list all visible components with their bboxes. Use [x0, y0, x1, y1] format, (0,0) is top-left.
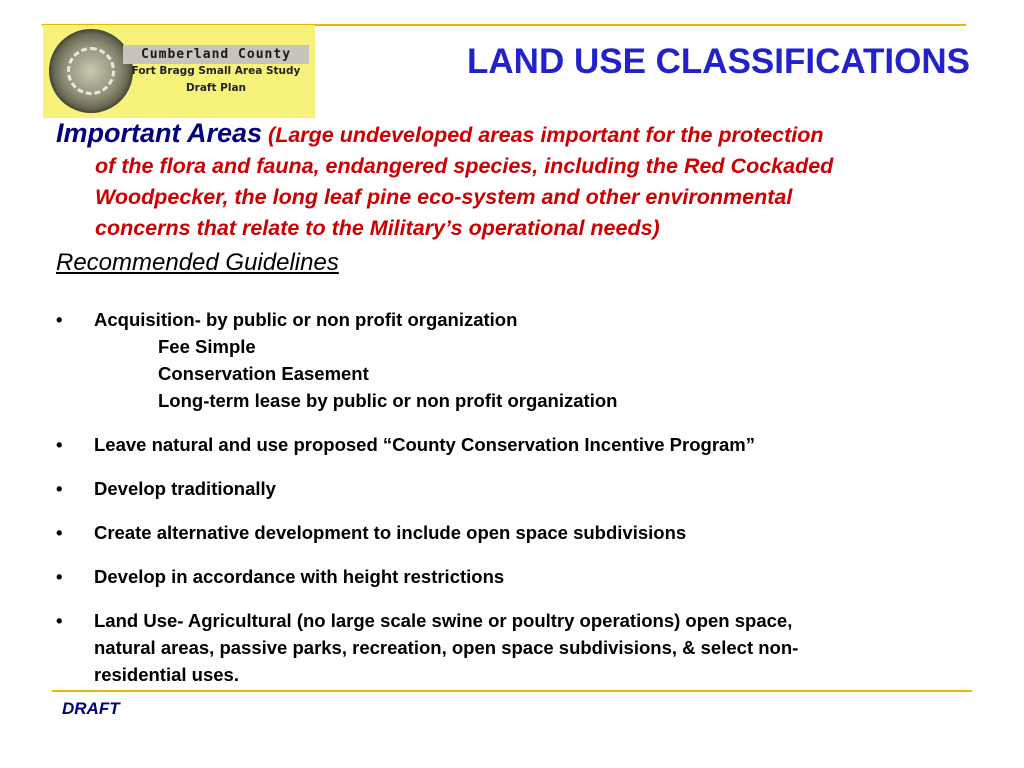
bullet-icon: •	[56, 309, 63, 330]
draft-footer: DRAFT	[62, 699, 120, 718]
cumberland-county-logo	[43, 25, 315, 118]
intro-text-line-4: concerns that relate to the Military’s operational needs)	[95, 216, 660, 240]
bullet-icon: •	[56, 522, 63, 543]
bullet-text: Leave natural and use proposed “County Conservation Incentive Program”	[94, 434, 756, 455]
intro-text-line-3: Woodpecker, the long leaf pine eco-system and other environmental	[95, 185, 793, 209]
list-item	[56, 306, 976, 414]
list-item	[56, 563, 976, 590]
bullet-icon: •	[56, 566, 63, 587]
bullet-text: Create alternative development to include open space subdivisions	[94, 522, 687, 543]
sub-item: Long-term lease by public or non profit organization	[158, 390, 618, 411]
bullet-text-line: residential uses.	[94, 664, 239, 685]
bullet-icon: •	[56, 610, 63, 631]
list-item	[56, 519, 976, 546]
slide-title: LAND USE CLASSIFICATIONS	[467, 42, 970, 81]
guidelines-list	[56, 306, 976, 705]
list-item	[56, 475, 976, 502]
bullet-text: Acquisition- by public or non profit organization	[94, 309, 518, 330]
bullet-text: Develop traditionally	[94, 478, 276, 499]
logo-line-3: Draft Plan	[185, 82, 247, 94]
bottom-divider	[52, 690, 972, 692]
bullet-text-line: Land Use- Agricultural (no large scale swine or poultry operations) open space,	[94, 610, 793, 631]
logo-line-2: Fort Bragg Small Area Study	[131, 65, 301, 77]
sub-item: Conservation Easement	[158, 363, 369, 384]
intro-text-line-2: of the flora and fauna, endangered species, including the Red Cockaded	[95, 154, 834, 178]
intro-text-line-1: (Large undeveloped areas important for the protection	[268, 123, 824, 147]
county-seal-icon	[49, 29, 133, 113]
bullet-text-line: natural areas, passive parks, recreation, open space subdivisions, & select non-	[94, 637, 799, 658]
list-item	[56, 607, 976, 688]
bullet-icon: •	[56, 434, 63, 455]
list-item	[56, 431, 976, 458]
important-areas-heading: Important Areas	[56, 118, 263, 148]
bullet-text: Develop in accordance with height restrictions	[94, 566, 505, 587]
recommended-guidelines-heading: Recommended Guidelines	[56, 249, 339, 276]
important-areas-intro	[56, 118, 996, 244]
sub-item: Fee Simple	[158, 336, 256, 357]
logo-line-1: Cumberland County	[123, 45, 309, 64]
bullet-icon: •	[56, 478, 63, 499]
